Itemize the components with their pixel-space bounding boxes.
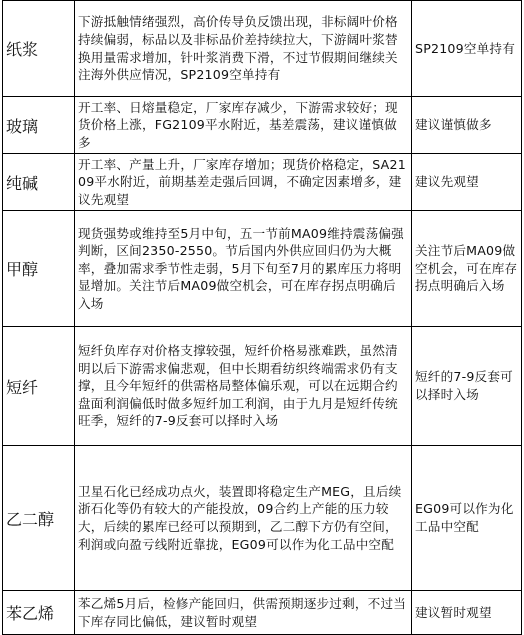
product-name: 乙二醇: [3, 446, 75, 591]
product-name: 短纤: [3, 327, 75, 446]
market-view: 苯乙烯5月后，检修产能回归，供需预期逐步过剩，不过当下库存同比偏低，建议暂时观望: [75, 591, 412, 635]
product-name: 苯乙烯: [3, 591, 75, 635]
market-view: 开工率、产量上升，厂家库存增加；现货价格稳定，SA2109平水附近，前期基差走强后回调，不确定因素增多，建议先观望: [75, 154, 412, 211]
strategy-advice: 关注节后MA09做空机会，可在库存拐点明确后入场: [412, 211, 522, 327]
strategy-table: [2, 0, 522, 635]
table-row: [3, 1, 522, 97]
strategy-advice: 建议先观望: [412, 154, 522, 211]
strategy-advice: 短纤的7-9反套可以择时入场: [412, 327, 522, 446]
strategy-advice: EG09可以作为化工品中空配: [412, 446, 522, 591]
market-view: 短纤负库存对价格支撑较强，短纤价格易涨难跌，虽然清明以后下游需求偏悲观，但中长期看纺织终端需求仍有支撑，且今年短纤的供需格局整体偏乐观，可以在远期合约盘面利润偏低时做多短纤加工利润，由于九月是短纤传统旺季，短纤的7-9反套可以择时入场: [75, 327, 412, 446]
table-row: [3, 154, 522, 211]
market-view: 卫星石化已经成功点火，装置即将稳定生产MEG，且后续浙石化等仍有较大的产能投放，09合约上产能的压力较大，后续的累库已经可以预期到，乙二醇下方仍有空间，利润或向盈亏线附近靠拢，EG09可以作为化工品中空配: [75, 446, 412, 591]
table-row: [3, 327, 522, 446]
product-name: 纸浆: [3, 1, 75, 97]
table-row: [3, 446, 522, 591]
strategy-advice: 建议暂时观望: [412, 591, 522, 635]
table-row: [3, 591, 522, 635]
product-name: 甲醇: [3, 211, 75, 327]
market-view: 开工率、日熔量稳定，厂家库存减少，下游需求较好；现货价格上涨，FG2109平水附近，基差震荡，建议谨慎做多: [75, 97, 412, 154]
strategy-advice: SP2109空单持有: [412, 1, 522, 97]
product-name: 玻璃: [3, 97, 75, 154]
market-view: 下游抵触情绪强烈，高价传导负反馈出现，非标阔叶价格持续偏弱，标品以及非标品价差持续拉大，下游阔叶浆替换用量需求增加，针叶浆消费下滑，不过节假期间继续关注海外供应情况，SP2109空单持有: [75, 1, 412, 97]
market-view: 现货强势或维持至5月中旬，五一节前MA09维持震荡偏强判断，区间2350-2550。节后国内外供应回归仍为大概率，叠加需求季节性走弱，5月下旬至7月的累库压力将明显增加。关注节后MA09做空机会，可在库存拐点明确后入场: [75, 211, 412, 327]
table-row: [3, 211, 522, 327]
strategy-advice: 建议谨慎做多: [412, 97, 522, 154]
table-row: [3, 97, 522, 154]
product-name: 纯碱: [3, 154, 75, 211]
